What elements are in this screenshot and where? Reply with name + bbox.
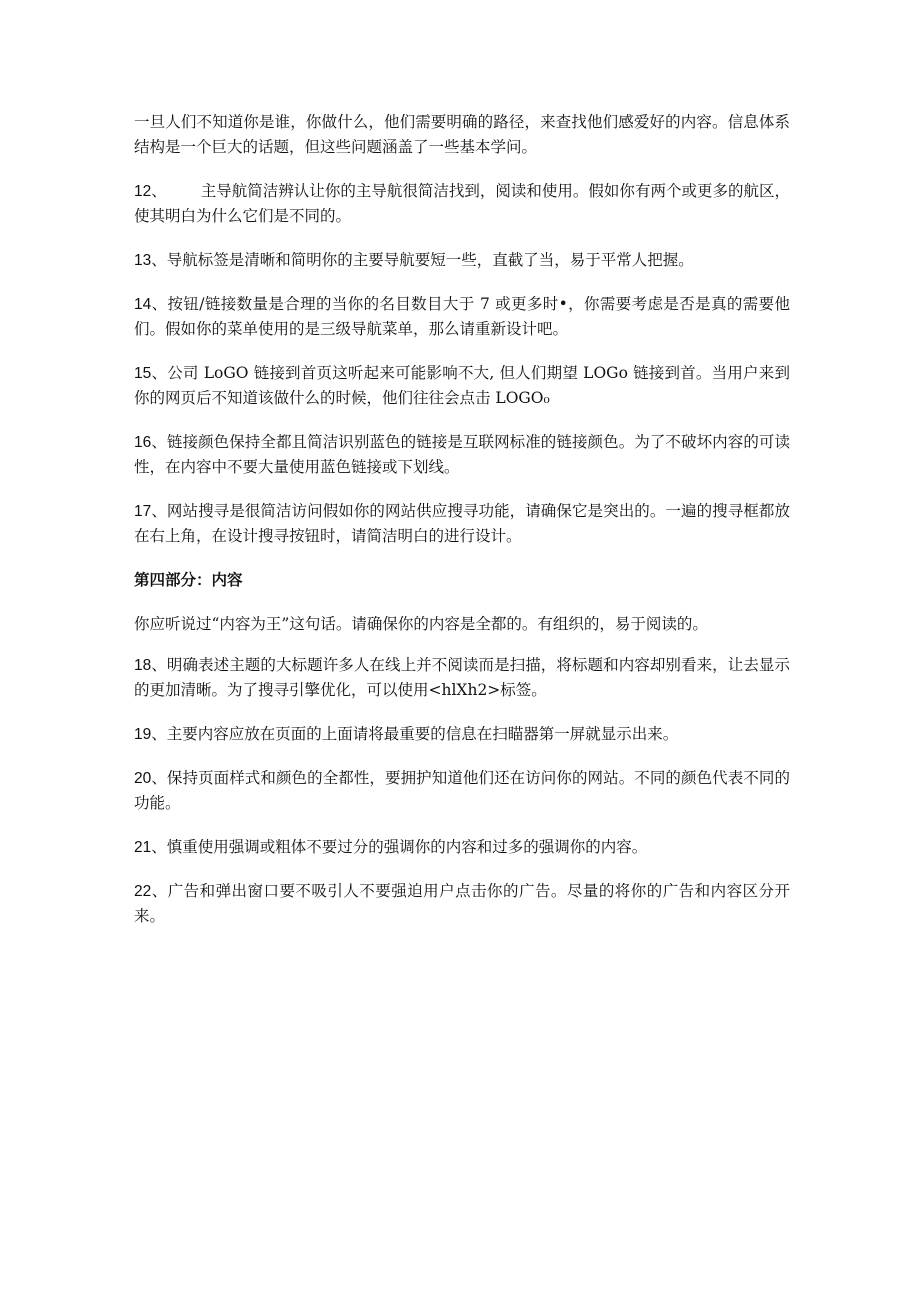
item-number: 15、 [134,365,168,382]
item-number: 20、 [134,770,167,787]
item-21-paragraph [134,835,790,860]
item-12-paragraph [134,179,790,229]
item-14-paragraph [134,292,790,342]
item-15-paragraph [134,361,790,411]
intro-paragraph: 一旦人们不知道你是谁，你做什么，他们需要明确的路径，来查找他们感爱好的内容。信息体系结构是一个巨大的话题，但这些问题涵盖了一些基本学问。 [134,113,790,156]
section-intro-paragraph: 你应听说过“内容为王”这句话。请确保你的内容是全都的。有组织的，易于阅读的。 [134,615,708,633]
item-16-paragraph [134,430,790,480]
item-text: 慎重使用强调或粗体不要过分的强调你的内容和过多的强调你的内容。 [166,838,648,856]
item-number: 14、 [134,296,168,313]
item-text: 链接颜色保持全都且简洁识别蓝色的链接是互联网标准的链接颜色。为了不破坏内容的可读性，在内容中不要大量使用蓝色链接或下划线。 [134,433,790,476]
document-page [134,110,790,948]
item-text: 保持页面样式和颜色的全都性，要拥护知道他们还在访问你的网站。不同的颜色代表不同的功能。 [134,769,790,812]
item-22-paragraph [134,879,790,929]
item-text: 公司 LoGO 链接到首页这听起来可能影响不大, 但人们期望 LOGo 链接到首。当用户来到你的网页后不知道该做什么的时候，他们往往会点击 LOGO₀ [134,364,790,407]
item-number: 19、 [134,726,167,743]
item-text: 按钮/链接数量是合理的当你的名目数目大于 7 或更多时•，你需要考虑是否是真的需要他们。假如你的菜单使用的是三级导航菜单，那么请重新设计吧。 [134,295,790,338]
item-text: 主导航简洁辨认让你的主导航很简洁找到，阅读和使用。假如你有两个或更多的航区，使其明白为什么它们是不同的。 [134,182,790,225]
section-heading: 第四部分：内容 [134,571,243,589]
item-13-paragraph [134,248,790,273]
item-text: 导航标签是清晰和简明你的主要导航要短一些，直截了当，易于平常人把握。 [166,251,694,269]
item-number: 12、 [134,183,167,200]
item-text: 网站搜寻是很简洁访问假如你的网站供应搜寻功能，请确保它是突出的。一遍的搜寻框都放在右上角，在设计搜寻按钮时，请简洁明白的进行设计。 [134,502,790,545]
item-17-paragraph [134,499,790,549]
item-number: 13、 [134,252,167,269]
item-number: 17、 [134,503,167,520]
item-number: 16、 [134,434,167,451]
item-18-paragraph [134,653,790,703]
item-number: 22、 [134,883,168,900]
item-text: 明确表述主题的大标题许多人在线上并不阅读而是扫描，将标题和内容却别看来，让去显示的更加清晰。为了搜寻引擎优化，可以使用<hlXh2>标签。 [134,656,790,699]
item-number: 18、 [134,657,167,674]
item-19-paragraph [134,722,790,747]
item-text: 广告和弹出窗口要不吸引人不要强迫用户点击你的广告。尽量的将你的广告和内容区分开来。 [134,882,790,925]
item-text: 主要内容应放在页面的上面请将最重要的信息在扫瞄器第一屏就显示出来。 [166,725,679,743]
item-number: 21、 [134,839,167,856]
item-20-paragraph [134,766,790,816]
